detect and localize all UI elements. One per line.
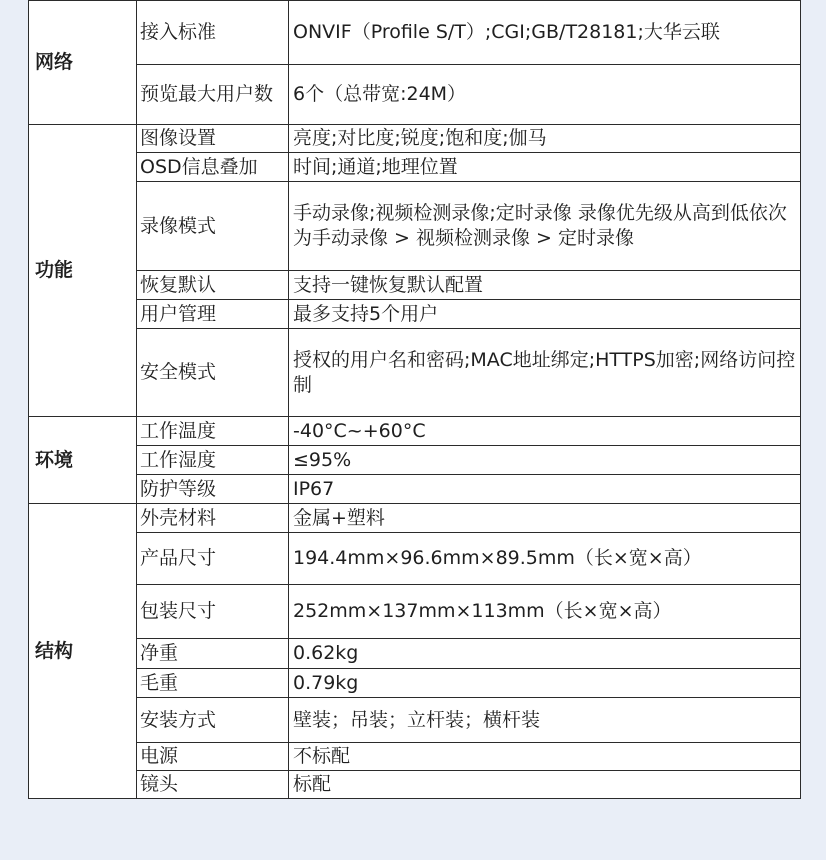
- table-row: [29, 639, 801, 669]
- spec-key: 防护等级: [137, 475, 289, 504]
- spec-value: 壁装；吊装；立杆装；横杆装: [289, 698, 801, 743]
- table-row: [29, 446, 801, 475]
- spec-key: 接入标准: [137, 1, 289, 65]
- category-network: 网络: [29, 1, 137, 125]
- spec-key: 电源: [137, 743, 289, 771]
- table-row: [29, 771, 801, 799]
- spec-table: [28, 0, 801, 799]
- spec-value: 0.79kg: [289, 669, 801, 698]
- spec-value: 手动录像;视频检测录像;定时录像 录像优先级从高到低依次为手动录像 > 视频检测录像 > 定时录像: [289, 182, 801, 271]
- spec-key: 预览最大用户数: [137, 65, 289, 125]
- spec-value: 时间;通道;地理位置: [289, 153, 801, 182]
- table-row: [29, 1, 801, 65]
- category-function: 功能: [29, 125, 137, 417]
- table-row: [29, 475, 801, 504]
- spec-key: 产品尺寸: [137, 533, 289, 585]
- table-row: [29, 585, 801, 639]
- table-row: [29, 533, 801, 585]
- spec-value: 支持一键恢复默认配置: [289, 271, 801, 300]
- table-row: [29, 182, 801, 271]
- table-row: [29, 669, 801, 698]
- table-row: [29, 698, 801, 743]
- table-row: [29, 743, 801, 771]
- spec-value: 6个（总带宽:24M）: [289, 65, 801, 125]
- spec-value: 0.62kg: [289, 639, 801, 669]
- spec-key: 工作湿度: [137, 446, 289, 475]
- spec-key: 净重: [137, 639, 289, 669]
- spec-value: -40°C~+60°C: [289, 417, 801, 446]
- table-row: [29, 417, 801, 446]
- spec-key: 安装方式: [137, 698, 289, 743]
- spec-value: 194.4mm×96.6mm×89.5mm（长×宽×高）: [289, 533, 801, 585]
- table-row: [29, 300, 801, 329]
- spec-key: 毛重: [137, 669, 289, 698]
- spec-value: 金属+塑料: [289, 504, 801, 533]
- spec-key: OSD信息叠加: [137, 153, 289, 182]
- category-environment: 环境: [29, 417, 137, 504]
- spec-key: 恢复默认: [137, 271, 289, 300]
- table-row: [29, 153, 801, 182]
- spec-value: IP67: [289, 475, 801, 504]
- spec-value: 最多支持5个用户: [289, 300, 801, 329]
- category-structure: 结构: [29, 504, 137, 799]
- spec-value: 亮度;对比度;锐度;饱和度;伽马: [289, 125, 801, 153]
- spec-key: 外壳材料: [137, 504, 289, 533]
- spec-key: 镜头: [137, 771, 289, 799]
- spec-key: 图像设置: [137, 125, 289, 153]
- table-row: [29, 504, 801, 533]
- spec-value: ≤95%: [289, 446, 801, 475]
- spec-key: 录像模式: [137, 182, 289, 271]
- table-row: [29, 125, 801, 153]
- table-row: [29, 271, 801, 300]
- spec-value: 252mm×137mm×113mm（长×宽×高）: [289, 585, 801, 639]
- spec-key: 工作温度: [137, 417, 289, 446]
- spec-value: 标配: [289, 771, 801, 799]
- table-row: [29, 65, 801, 125]
- page-background-footer: [0, 800, 826, 860]
- spec-value: ONVIF（Profile S/T）;CGI;GB/T28181;大华云联: [289, 1, 801, 65]
- spec-key: 包装尺寸: [137, 585, 289, 639]
- spec-value: 授权的用户名和密码;MAC地址绑定;HTTPS加密;网络访问控制: [289, 329, 801, 417]
- spec-key: 用户管理: [137, 300, 289, 329]
- spec-value: 不标配: [289, 743, 801, 771]
- table-row: [29, 329, 801, 417]
- spec-key: 安全模式: [137, 329, 289, 417]
